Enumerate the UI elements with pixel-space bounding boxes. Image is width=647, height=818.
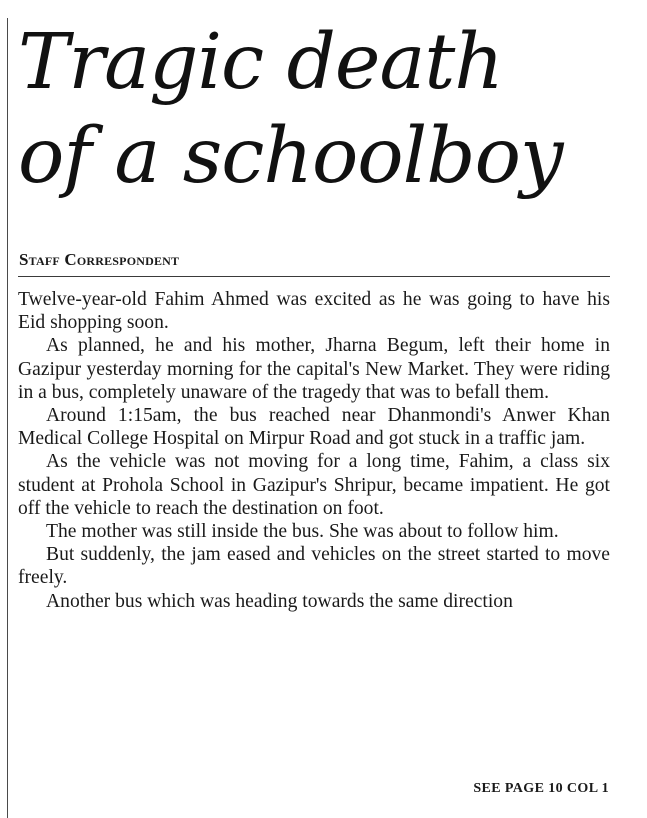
- paragraph-7: Another bus which was heading towards the same direction: [46, 590, 513, 612]
- paragraph-3: Around 1:15am, the bus reached near Dhanmondi's Anwer Khan Medical College Hospital on Mirpur Road and got stuck in a traffic jam.: [18, 405, 610, 450]
- article-body: [18, 288, 610, 613]
- paragraph-1: Twelve-year-old Fahim Ahmed was excited as he was going to have his Eid shopping soon.: [18, 289, 610, 334]
- continuation-reference: SEE PAGE 10 COL 1: [473, 781, 609, 796]
- column-divider: [7, 18, 8, 818]
- paragraph-2: As planned, he and his mother, Jharna Begum, left their home in Gazipur yesterday morning for the capital's New Market. They were riding in a bus, completely unaware of the tragedy that was to befall them.: [18, 335, 610, 403]
- headline-line-1: Tragic death: [18, 18, 503, 107]
- headline: [18, 16, 638, 204]
- paragraph-5: The mother was still inside the bus. She was about to follow him.: [46, 521, 559, 543]
- paragraph-6: But suddenly, the jam eased and vehicles on the street started to move freely.: [18, 544, 610, 589]
- paragraph-4: As the vehicle was not moving for a long time, Fahim, a class six student at Prohola School in Gazipur's Shripur, became impatient. He got off the vehicle to reach the destination on foot.: [18, 451, 610, 519]
- byline-divider: [18, 276, 610, 277]
- byline: Staff Correspondent: [19, 250, 180, 269]
- headline-line-2: of a schoolboy: [18, 112, 563, 201]
